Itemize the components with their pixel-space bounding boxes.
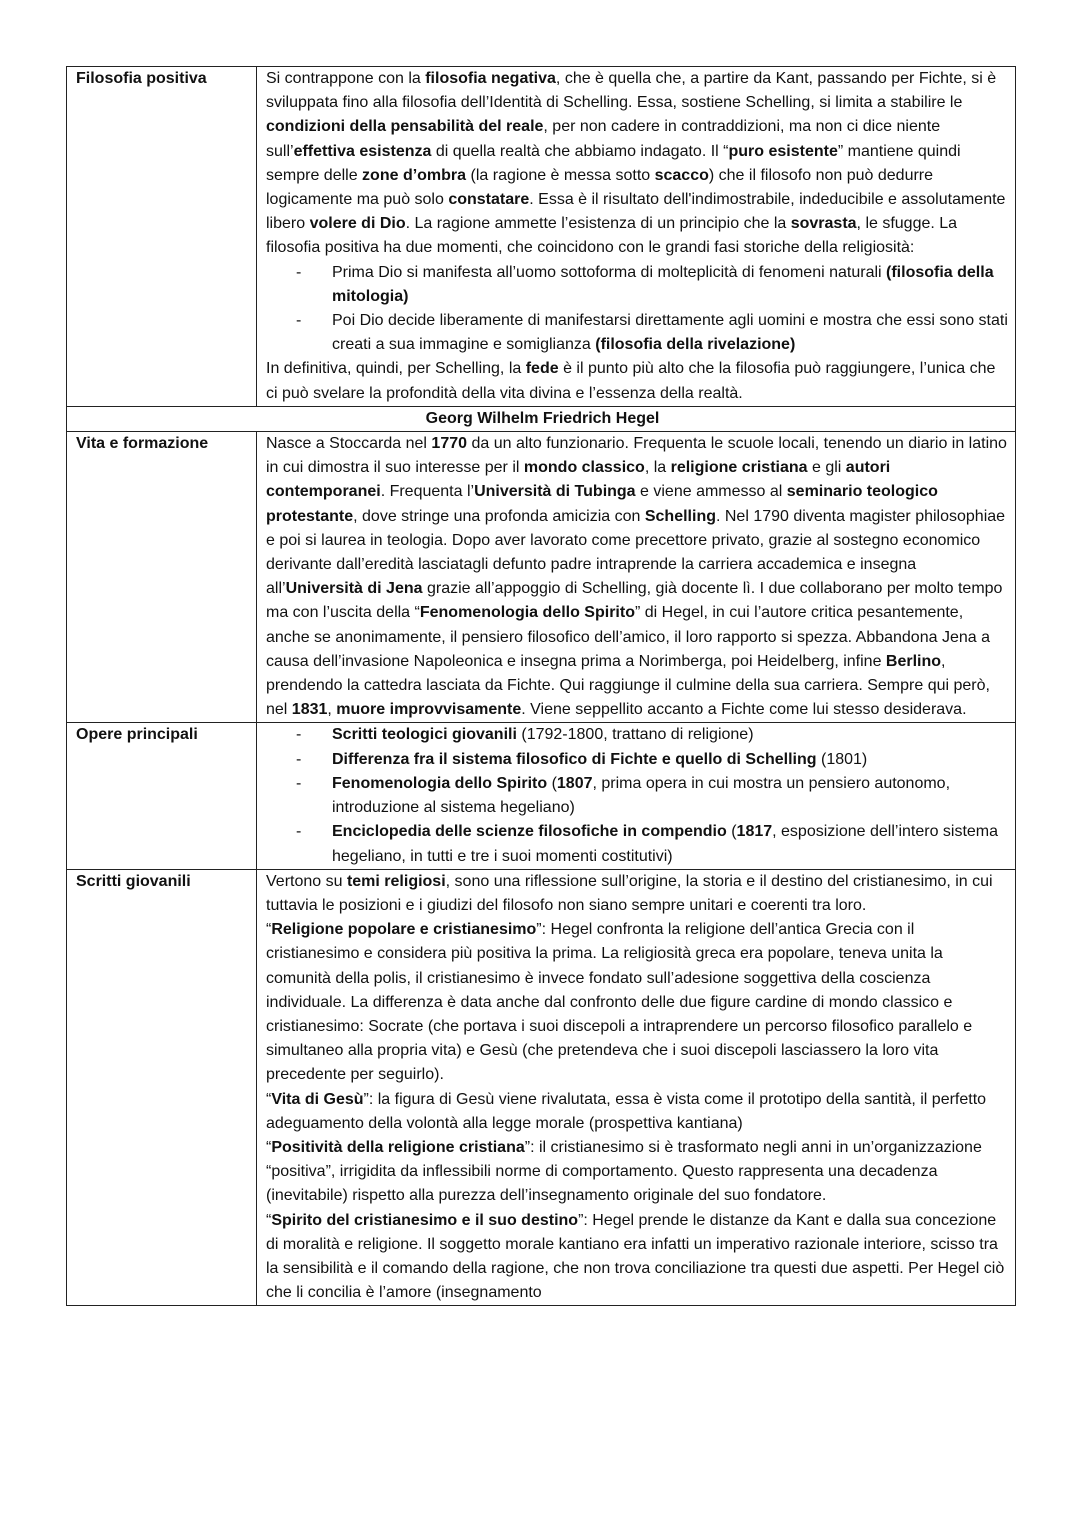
bold-term: 1817 <box>736 823 773 841</box>
list-item: - Poi Dio decide liberamente di manifestarsi direttamente agli uomini e mostra che essi sono stati creati a sua immagine e somiglianza (filosofia della rivelazione) <box>266 309 1009 357</box>
table-row <box>67 406 1016 431</box>
bold-term: Fenomenologia dello Spirito <box>332 774 548 792</box>
bold-term: Università di Tubinga <box>474 483 636 501</box>
bold-term: 1807 <box>556 774 593 792</box>
row-content <box>257 723 1016 869</box>
bold-term: filosofia negativa <box>425 70 556 87</box>
bold-term: constatare <box>448 191 530 209</box>
paragraph: In definitiva, quindi, per Schelling, la fede è il punto più alto che la filosofia può raggiungere, l’unica che ci può svelare la profondità della vita divina e l’essenza della realtà. <box>266 360 996 402</box>
list-item: - Scritti teologici giovanili (1792-1800, trattano di religione) <box>266 723 1009 747</box>
bold-term: Enciclopedia delle scienze filosofiche in compendio <box>332 823 727 841</box>
bold-term: sovrasta <box>790 215 857 233</box>
bold-term: (filosofia della rivelazione) <box>595 336 796 354</box>
bold-term: volere di Dio <box>309 215 406 233</box>
bold-term: scacco <box>654 166 709 184</box>
bold-term: temi religiosi <box>346 872 446 890</box>
bold-term: fede <box>525 360 559 378</box>
list-item: - Differenza fra il sistema filosofico di Fichte e quello di Schelling (1801) <box>266 748 1009 772</box>
bold-term: Università di Jena <box>285 580 423 598</box>
bold-term: Positività della religione cristiana <box>271 1138 525 1156</box>
table-row <box>67 869 1016 1306</box>
bullet-list <box>266 723 1009 868</box>
paragraph: “Positività della religione cristiana”: il cristianesimo si è trasformato negli anni in un’organizzazione “positiva”, irrigidita da inflessibili norme di comportamento. Questo rappresenta una decadenza (inevitabile) rispetto alla purezza dell’insegnamento originale del suo fondatore. <box>266 1138 982 1205</box>
bold-term: seminario teologico protestante <box>266 483 938 525</box>
list-item: - Fenomenologia dello Spirito (1807, prima opera in cui mostra un pensiero autonomo, introduzione al sistema hegeliano) <box>266 772 1009 820</box>
bold-term: Religione popolare e cristianesimo <box>271 921 537 939</box>
bold-term: mondo classico <box>523 459 645 477</box>
table-row <box>67 67 1016 407</box>
paragraph: “Religione popolare e cristianesimo”: Hegel confronta la religione dell’antica Grecia con il cristianesimo e considera più positiva la prima. La religiosità greca era popolare, teneva unita la comunità della polis, il cristianesimo è invece fondato sull’adesione soggettiva della coscienza individuale. La differenza è data anche dal confronto delle due figure cardine di mondo classico e cristianesimo: Socrate (che portava i suoi discepoli a intraprendere un percorso filosofico parallelo e simultaneo alla propria vita) e Gesù (che pretendeva che i suoi discepoli lasciassero la loro vita precedente per seguirlo). <box>266 921 973 1084</box>
list-item: - Enciclopedia delle scienze filosofiche in compendio (1817, esposizione dell’intero sistema hegeliano, in tutti e tre i suoi momenti costitutivi) <box>266 820 1009 868</box>
paragraph: Nasce a Stoccarda nel 1770 da un alto funzionario. Frequenta le scuole locali, tenendo un diario in latino in cui dimostra il suo interesse per il mondo classico, la religione cristiana e gli autori contemporanei. Frequenta l’Università di Tubinga e viene ammesso al seminario teologico protestante, dove stringe una profonda amicizia con Schelling. Nel 1790 diventa magister philosophiae e poi si laurea in teologia. Dopo aver lavorato come precettore privato, grazie al sostegno economico derivante dall’eredità lasciatagli defunto padre intraprende la carriera accademica e insegna all’Università di Jena grazie all’appoggio di Schelling, già docente lì. I due collaborano per molto tempo ma con l’uscita della “Fenomenologia dello Spirito” di Hegel, in cui l’autore critica pesantemente, anche se anonimamente, il pensiero filosofico dell’amico, il loro rapporto si spezza. Abbandona Jena a causa dell’invasione Napoleonica e insegna prima a Norimberga, poi Heidelberg, infine Berlino, prendendo la cattedra lasciata da Fichte. Qui raggiunge il culmine della sua carriera. Sempre qui però, nel 1831, muore improvvisamente. Viene seppellito accanto a Fichte come lui stesso desiderava. <box>266 435 1007 719</box>
bold-term: puro esistente <box>728 142 838 160</box>
list-item: - Prima Dio si manifesta all’uomo sottoforma di molteplicità di fenomeni naturali (filosofia della mitologia) <box>266 261 1009 309</box>
bold-term: religione cristiana <box>670 459 808 477</box>
bold-term: muore improvvisamente <box>336 701 522 719</box>
bold-term: Scritti teologici giovanili <box>332 726 517 744</box>
paragraph: Vertono su temi religiosi, sono una riflessione sull’origine, la storia e il destino del cristianesimo, in cui tuttavia le posizioni e i giudizi del filosofo non siano sempre unitari e coerenti tra loro. <box>266 872 993 914</box>
bold-term: Spirito del cristianesimo e il suo destino <box>271 1211 579 1229</box>
bold-term: Fenomenologia dello Spirito <box>419 604 635 622</box>
bold-term: Schelling <box>644 507 716 525</box>
bold-term: (filosofia della mitologia) <box>332 263 994 305</box>
bold-term: zone d’ombra <box>362 166 467 184</box>
bold-term: Berlino <box>885 652 942 670</box>
table-row <box>67 432 1016 723</box>
row-label: Scritti giovanili <box>67 869 257 1306</box>
bold-term: autori contemporanei <box>266 459 891 501</box>
row-content <box>257 869 1016 1306</box>
row-label: Opere principali <box>67 723 257 869</box>
notes-table <box>66 66 1016 1306</box>
bold-term: Differenza fra il sistema filosofico di Fichte e quello di Schelling <box>332 750 817 768</box>
bold-term: Vita di Gesù <box>271 1090 364 1108</box>
row-content <box>257 67 1016 407</box>
bullet-list <box>266 261 1009 358</box>
paragraph: “Vita di Gesù”: la figura di Gesù viene rivalutata, essa è vista come il prototipo della santità, il perfetto adeguamento della volontà alla legge morale (prospettiva kantiana) <box>266 1090 987 1132</box>
table-row <box>67 723 1016 869</box>
paragraph: Si contrappone con la filosofia negativa, che è quella che, a partire da Kant, passando per Fichte, si è sviluppata fino alla filosofia dell’Identità di Schelling. Essa, sostiene Schelling, si limita a stabilire le condizioni della pensabilità del reale, per non cadere in contraddizioni, ma non ci dice niente sull’effettiva esistenza di quella realtà che abbiamo indagato. Il “puro esistente” mantiene quindi sempre delle zone d’ombra (la ragione è messa sotto scacco) che il filosofo non può dedurre logicamente ma può solo constatare. Essa è il risultato dell'indimostrabile, indeducibile e assolutamente libero volere di Dio. La ragione ammette l’esistenza di un principio che la sovrasta, le sfugge. La filosofia positiva ha due momenti, che coincidono con le grandi fasi storiche della religiosità: <box>266 70 1006 257</box>
row-label: Vita e formazione <box>67 432 257 723</box>
row-label: Filosofia positiva <box>67 67 257 407</box>
paragraph: “Spirito del cristianesimo e il suo destino”: Hegel prende le distanze da Kant e dalla sua concezione di moralità e religione. Il soggetto morale kantiano era infatti un imperativo razionale interiore, scisso tra la sensibilità e il comando della ragione, che non trova conciliazione tra questi due aspetti. Per Hegel ciò che li concilia è l’amore (insegnamento <box>266 1211 1005 1302</box>
bold-term: 1831 <box>291 701 328 719</box>
section-title: Georg Wilhelm Friedrich Hegel <box>67 406 1016 431</box>
bold-term: effettiva esistenza <box>293 142 432 160</box>
row-content <box>257 432 1016 723</box>
bold-term: 1770 <box>431 435 468 453</box>
bold-term: condizioni della pensabilità del reale <box>266 118 544 136</box>
